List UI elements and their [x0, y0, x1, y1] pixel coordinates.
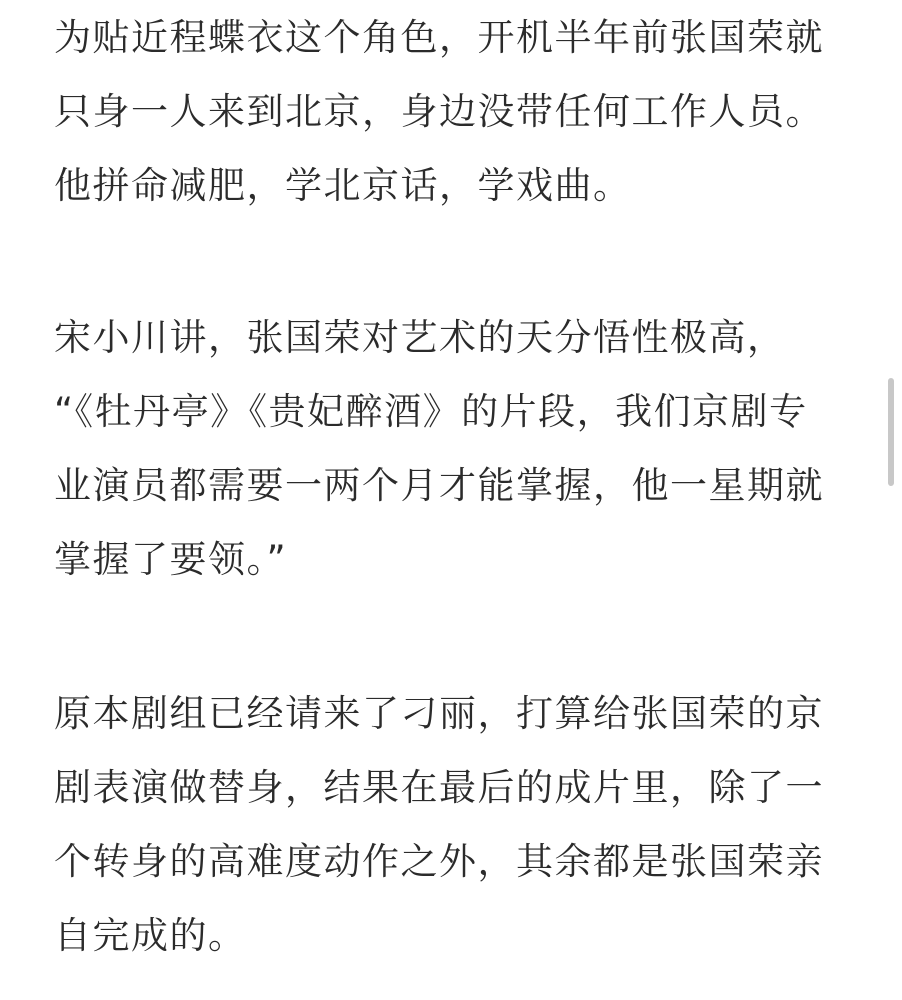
paragraph-2-line-2: “《牡丹亭》《贵妃醉酒》的片段，我们京剧专 — [54, 390, 808, 433]
paragraph-2-line-3: 业演员都需要一两个月才能掌握，他一星期就 — [54, 464, 824, 507]
paragraph-1-line-1: 为贴近程蝶衣这个角色，开机半年前张国荣就 — [54, 16, 824, 59]
scrollbar-thumb[interactable] — [888, 378, 894, 486]
paragraph-3-line-4: 自完成的。 — [54, 914, 247, 957]
paragraph-2-line-4: 掌握了要领。” — [54, 538, 288, 581]
paragraph-1-line-2: 只身一人来到北京，身边没带任何工作人员。 — [54, 90, 824, 133]
paragraph-1-line-3: 他拼命减肥，学北京话，学戏曲。 — [54, 164, 632, 207]
vertical-scrollbar[interactable] — [882, 0, 902, 1000]
paragraph-3-line-2: 剧表演做替身，结果在最后的成片里，除了一 — [54, 766, 824, 809]
paragraph-3-line-3: 个转身的高难度动作之外，其余都是张国荣亲 — [54, 840, 824, 883]
paragraph-3-line-1: 原本剧组已经请来了刁丽，打算给张国荣的京 — [54, 692, 824, 735]
paragraph-2-line-1: 宋小川讲，张国荣对艺术的天分悟性极高， — [54, 316, 786, 359]
